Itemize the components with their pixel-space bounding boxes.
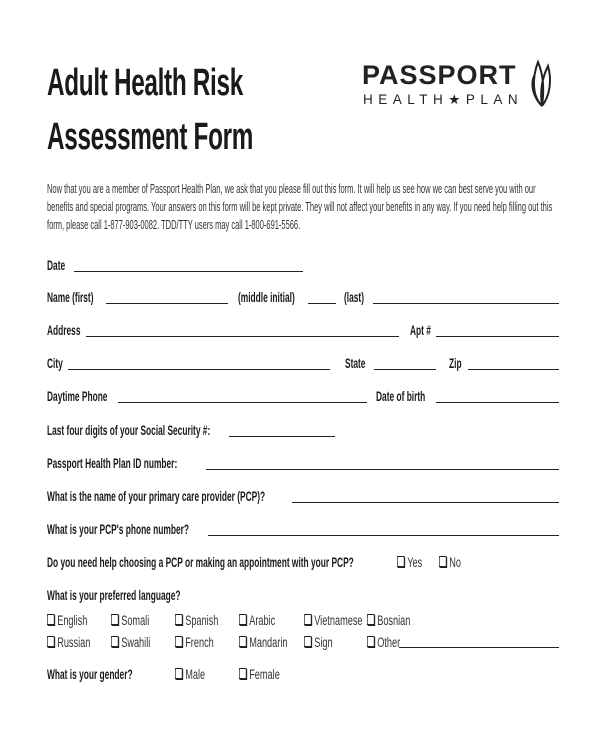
last-name-field[interactable] bbox=[373, 303, 559, 304]
language-label: French bbox=[185, 635, 214, 650]
language-label: Russian bbox=[57, 635, 91, 650]
gender-question: What is your gender? bbox=[47, 667, 133, 682]
language-question: What is your preferred language? bbox=[47, 588, 181, 603]
leaf-logo-icon bbox=[530, 58, 554, 108]
language-option-french[interactable] bbox=[175, 635, 214, 650]
yes-checkbox[interactable] bbox=[397, 556, 404, 567]
language-label: English bbox=[57, 613, 88, 628]
language-label: Somali bbox=[121, 613, 150, 628]
title-line-2: Assessment Form bbox=[47, 116, 254, 158]
id-label: Passport Health Plan ID number: bbox=[47, 456, 178, 471]
dob-label: Date of birth bbox=[376, 389, 426, 404]
language-label: Bosnian bbox=[377, 613, 411, 628]
language-option-bosnian[interactable] bbox=[367, 613, 410, 628]
pcp-label: What is the name of your primary care provider (PCP)? bbox=[47, 489, 266, 504]
zip-field[interactable] bbox=[468, 369, 559, 370]
yes-label: Yes bbox=[407, 555, 423, 570]
language-option-english[interactable] bbox=[47, 613, 87, 628]
dob-field[interactable] bbox=[436, 402, 559, 403]
ssn-field[interactable] bbox=[229, 436, 335, 437]
middle-initial-label: (middle initial) bbox=[238, 290, 295, 305]
language-option-swahili[interactable] bbox=[111, 635, 150, 650]
apt-label: Apt # bbox=[410, 323, 431, 338]
language-checkbox[interactable] bbox=[111, 614, 118, 625]
language-checkbox[interactable] bbox=[304, 636, 311, 647]
language-option-spanish[interactable] bbox=[175, 613, 218, 628]
id-field[interactable] bbox=[206, 469, 559, 470]
city-field[interactable] bbox=[68, 369, 330, 370]
first-name-field[interactable] bbox=[106, 303, 228, 304]
state-label: State bbox=[345, 356, 366, 371]
language-checkbox[interactable] bbox=[175, 636, 182, 647]
language-label: Swahili bbox=[121, 635, 151, 650]
first-name-label: Name (first) bbox=[47, 290, 94, 305]
city-label: City bbox=[47, 356, 63, 371]
date-field[interactable] bbox=[74, 271, 303, 272]
language-checkbox[interactable] bbox=[304, 614, 311, 625]
address-field[interactable] bbox=[86, 336, 399, 337]
ssn-label: Last four digits of your Social Security #: bbox=[47, 423, 211, 438]
language-option-other[interactable] bbox=[367, 635, 400, 650]
male-checkbox[interactable] bbox=[175, 668, 182, 679]
help-question: Do you need help choosing a PCP or making an appointment with your PCP? bbox=[47, 555, 354, 570]
title-line-1: Adult Health Risk bbox=[47, 62, 243, 104]
language-checkbox[interactable] bbox=[47, 636, 54, 647]
language-option-vietnamese[interactable] bbox=[304, 613, 363, 628]
language-option-mandarin[interactable] bbox=[239, 635, 287, 650]
yes-option[interactable] bbox=[397, 555, 422, 570]
phone-label: Daytime Phone bbox=[47, 389, 108, 404]
language-label: Sign bbox=[314, 635, 333, 650]
language-option-somali[interactable] bbox=[111, 613, 149, 628]
last-name-label: (last) bbox=[344, 290, 365, 305]
language-checkbox[interactable] bbox=[239, 636, 246, 647]
logo-subtitle: HEALTH★PLAN bbox=[363, 92, 524, 107]
language-label: Spanish bbox=[185, 613, 219, 628]
language-option-sign[interactable] bbox=[304, 635, 333, 650]
state-field[interactable] bbox=[374, 369, 436, 370]
apt-field[interactable] bbox=[436, 336, 559, 337]
male-option[interactable] bbox=[175, 667, 205, 682]
other-language-field[interactable] bbox=[399, 647, 559, 648]
pcp-phone-label: What is your PCP's phone number? bbox=[47, 522, 189, 537]
address-label: Address bbox=[47, 323, 81, 338]
language-checkbox[interactable] bbox=[47, 614, 54, 625]
language-checkbox[interactable] bbox=[367, 614, 374, 625]
logo-wordmark: PASSPORT bbox=[362, 60, 517, 90]
no-label: No bbox=[449, 555, 461, 570]
no-checkbox[interactable] bbox=[439, 556, 446, 567]
date-label: Date bbox=[47, 258, 66, 273]
language-label: Mandarin bbox=[249, 635, 288, 650]
intro-paragraph: Now that you are a member of Passport Health Plan, we ask that you please fill out this form. It will help us see how we can best serve you with our benefits and special programs. Your answers on this form will be kept private. They will not affect your benefits in any way. If you need help filling out this form, please call 1-877-903-0082. TDD/TTY users may call 1-800-691-5566. bbox=[47, 182, 553, 232]
pcp-phone-field[interactable] bbox=[208, 535, 559, 536]
pcp-field[interactable] bbox=[292, 502, 559, 503]
phone-field[interactable] bbox=[118, 402, 367, 403]
zip-label: Zip bbox=[449, 356, 462, 371]
language-option-russian[interactable] bbox=[47, 635, 90, 650]
middle-initial-field[interactable] bbox=[308, 303, 336, 304]
language-label: Arabic bbox=[249, 613, 276, 628]
language-label: Vietnamese bbox=[314, 613, 363, 628]
no-option[interactable] bbox=[439, 555, 461, 570]
female-checkbox[interactable] bbox=[239, 668, 246, 679]
language-option-arabic[interactable] bbox=[239, 613, 275, 628]
language-label: Other bbox=[377, 635, 401, 650]
female-label: Female bbox=[249, 667, 280, 682]
language-checkbox[interactable] bbox=[111, 636, 118, 647]
language-checkbox[interactable] bbox=[175, 614, 182, 625]
male-label: Male bbox=[185, 667, 206, 682]
female-option[interactable] bbox=[239, 667, 280, 682]
language-checkbox[interactable] bbox=[239, 614, 246, 625]
language-checkbox[interactable] bbox=[367, 636, 374, 647]
